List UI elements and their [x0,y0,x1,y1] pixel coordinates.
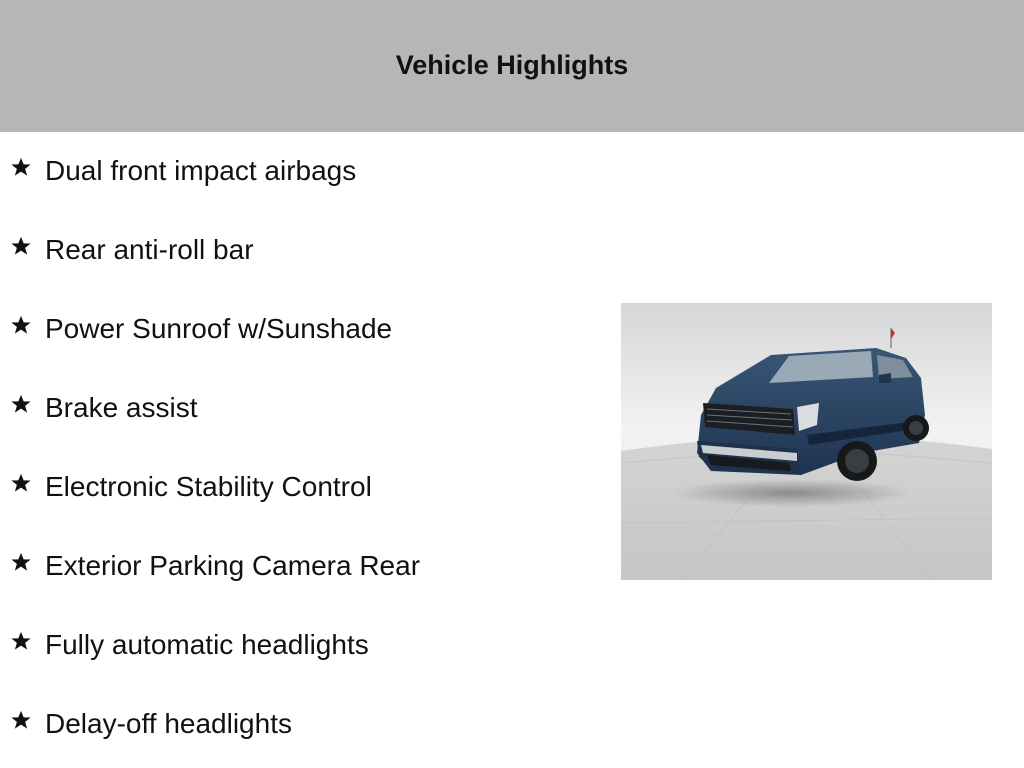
list-item [10,230,254,270]
star-icon [10,393,32,415]
highlight-label: Brake assist [45,392,198,423]
star-icon [10,551,32,573]
highlight-label: Exterior Parking Camera Rear [45,550,421,581]
highlight-label: Delay-off headlights [45,708,292,739]
list-item [10,704,292,744]
list-item [10,467,372,507]
star-icon [10,630,32,652]
star-icon [10,156,32,178]
list-item [10,388,198,428]
highlight-label: Fully automatic headlights [45,629,369,660]
page-header [0,0,1024,132]
highlight-label: Dual front impact airbags [45,155,357,186]
highlight-label: Rear anti-roll bar [45,234,254,265]
highlight-label: Electronic Stability Control [45,471,372,502]
vehicle-illustration [621,303,992,580]
list-item [10,546,420,586]
list-item [10,625,369,665]
vehicle-photo [621,303,992,580]
list-item [10,309,392,349]
star-icon [10,709,32,731]
star-icon [10,235,32,257]
highlight-label: Power Sunroof w/Sunshade [45,313,393,344]
star-icon [10,472,32,494]
page-title: Vehicle Highlights [395,49,629,80]
list-item [10,151,356,191]
star-icon [10,314,32,336]
